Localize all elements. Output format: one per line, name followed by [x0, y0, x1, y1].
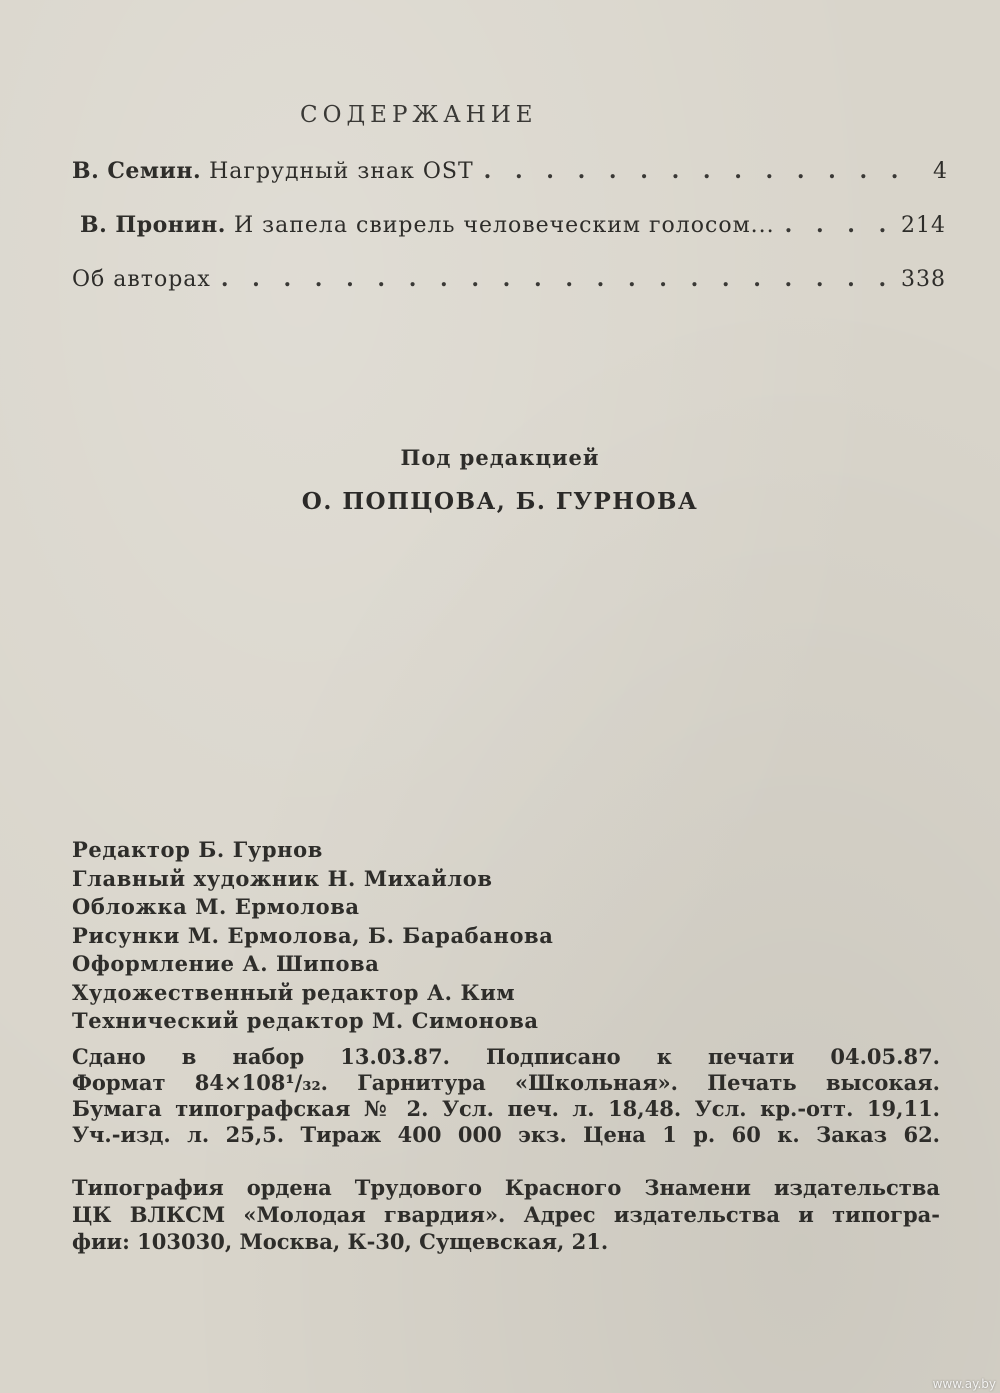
printer-block — [72, 1174, 940, 1255]
editors-names: О. ПОПЦОВА, Б. ГУРНОВА — [301, 488, 699, 515]
toc-dot-leader — [484, 158, 923, 184]
imprint-line: Формат 84×108¹/₃₂. Гарнитура «Школьная». Печать высокая. — [72, 1070, 940, 1095]
toc-entry-page: 338 — [901, 267, 946, 292]
toc-heading: СОДЕРЖАНИЕ — [300, 102, 538, 128]
credit-line: Рисунки М. Ермолова, Б. Барабанова — [72, 922, 554, 948]
toc-entry-page: 4 — [933, 159, 948, 184]
toc-entry-author: В. Пронин. — [80, 212, 226, 238]
toc-dot-leader — [221, 266, 891, 292]
imprint-line: Сдано в набор 13.03.87. Подписано к печати 04.05.87. — [72, 1044, 940, 1069]
credit-line: Оформление А. Шипова — [72, 951, 380, 976]
printer-line: ЦК ВЛКСМ «Молодая гвардия». Адрес издательства и типогра- — [72, 1202, 940, 1227]
credit-line: Главный художник Н. Михайлов — [72, 865, 493, 891]
toc-entry — [72, 266, 946, 298]
credit-line: Редактор Б. Гурнов — [72, 837, 323, 862]
credit-line: Технический редактор М. Симонова — [72, 1008, 539, 1033]
credit-line: Художественный редактор А. Ким — [72, 979, 516, 1005]
imprint-line: Бумага типографская № 2. Усл. печ. л. 18,48. Усл. кр.-отт. 19,11. — [72, 1096, 940, 1121]
imprint-line: Уч.-изд. л. 25,5. Тираж 400 000 экз. Цена 1 р. 60 к. Заказ 62. — [72, 1122, 940, 1147]
editors-label: Под редакцией — [400, 445, 600, 470]
toc-entry-page: 214 — [901, 213, 946, 238]
toc-entry-title: Нагрудный знак OST — [209, 159, 474, 184]
credit-line: Обложка М. Ермолова — [72, 894, 360, 919]
printer-line: Типография ордена Трудового Красного Знамени издательства — [72, 1175, 940, 1200]
toc-entry-title: Об авторах — [72, 267, 211, 292]
imprint-block — [72, 1044, 940, 1148]
toc-entry-title: И запела свирель человеческим голосом... — [233, 213, 775, 238]
toc-entry-author: В. Семин. — [72, 158, 202, 184]
credits-block — [72, 836, 553, 1036]
toc-entry — [72, 158, 948, 190]
printer-line: фии: 103030, Москва, К-30, Сущевская, 21. — [72, 1229, 609, 1254]
toc-entry — [80, 212, 946, 244]
watermark: www.ay.by — [932, 1377, 996, 1391]
toc-dot-leader — [785, 212, 891, 238]
